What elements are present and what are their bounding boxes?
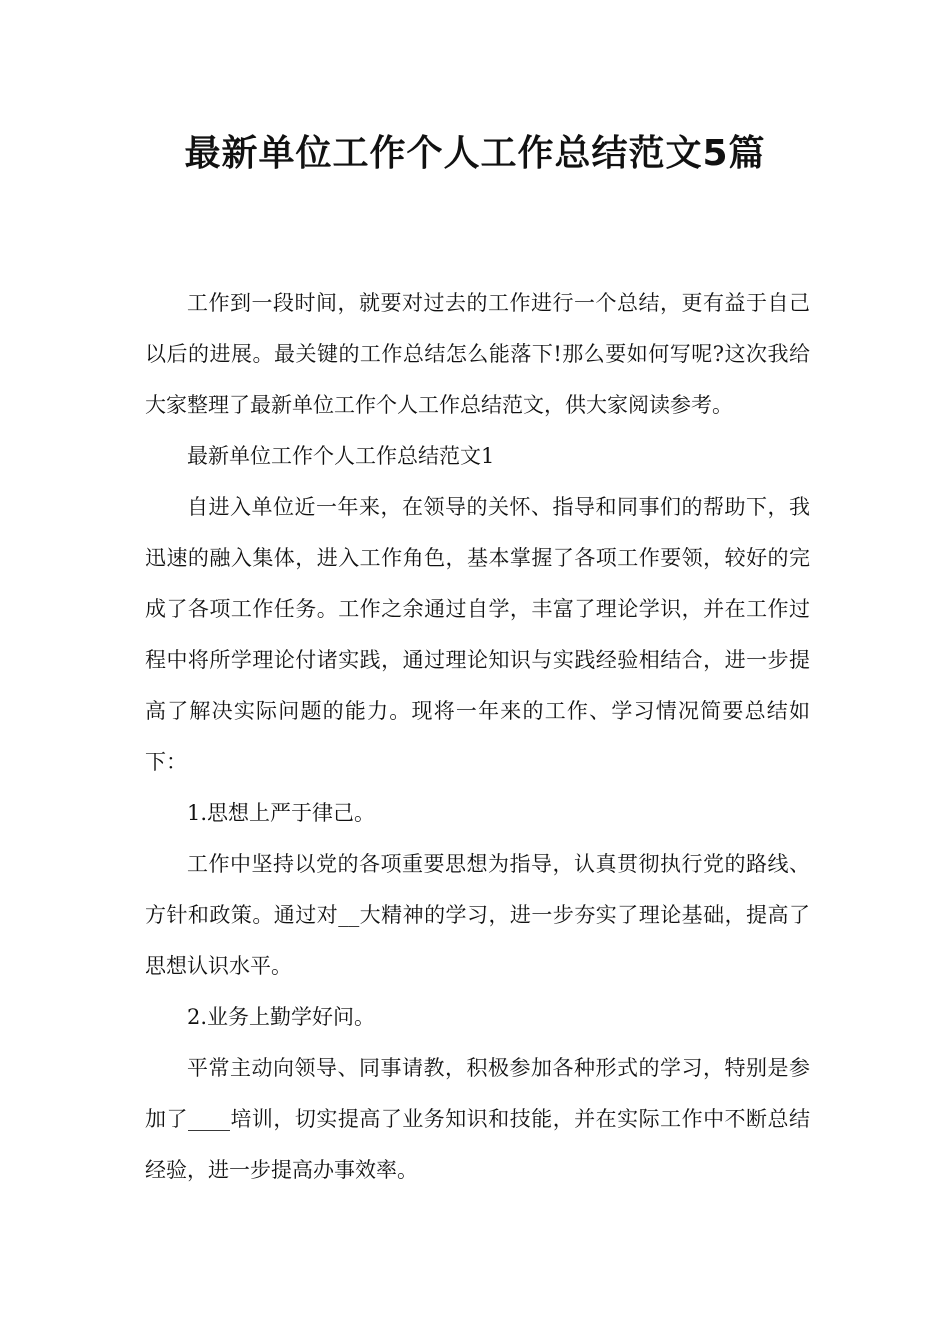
- list-item-heading-2: 2.业务上勤学好问。: [187, 1005, 376, 1029]
- intro-paragraph: 工作到一段时间，就要对过去的工作进行一个总结，更有益于自己以后的进展。最关键的工作总结怎么能落下!那么要如何写呢?这次我给大家整理了最新单位工作个人工作总结范文，供大家阅读参考。: [145, 291, 810, 417]
- list-item-heading-1: 1.思想上严于律己。: [187, 801, 376, 825]
- document-title: 最新单位工作个人工作总结范文5篇: [184, 133, 766, 174]
- body-paragraph: 自进入单位近一年来，在领导的关怀、指导和同事们的帮助下，我迅速的融入集体，进入工作角色，基本掌握了各项工作要领，较好的完成了各项工作任务。工作之余通过自学，丰富了理论学识，并在工作过程中将所学理论付诸实践，通过理论知识与实践经验相结合，进一步提高了解决实际问题的能力。现将一年来的工作、学习情况简要总结如下：: [145, 495, 810, 774]
- body-paragraph: 工作中坚持以党的各项重要思想为指导，认真贯彻执行党的路线、方针和政策。通过对__大精神的学习，进一步夯实了理论基础，提高了思想认识水平。: [145, 852, 810, 978]
- body-paragraph: 平常主动向领导、同事请教，积极参加各种形式的学习，特别是参加了____培训，切实提高了业务知识和技能，并在实际工作中不断总结经验，进一步提高办事效率。: [145, 1056, 810, 1182]
- section-heading-1: 最新单位工作个人工作总结范文1: [187, 444, 495, 468]
- document-body: [145, 278, 810, 1196]
